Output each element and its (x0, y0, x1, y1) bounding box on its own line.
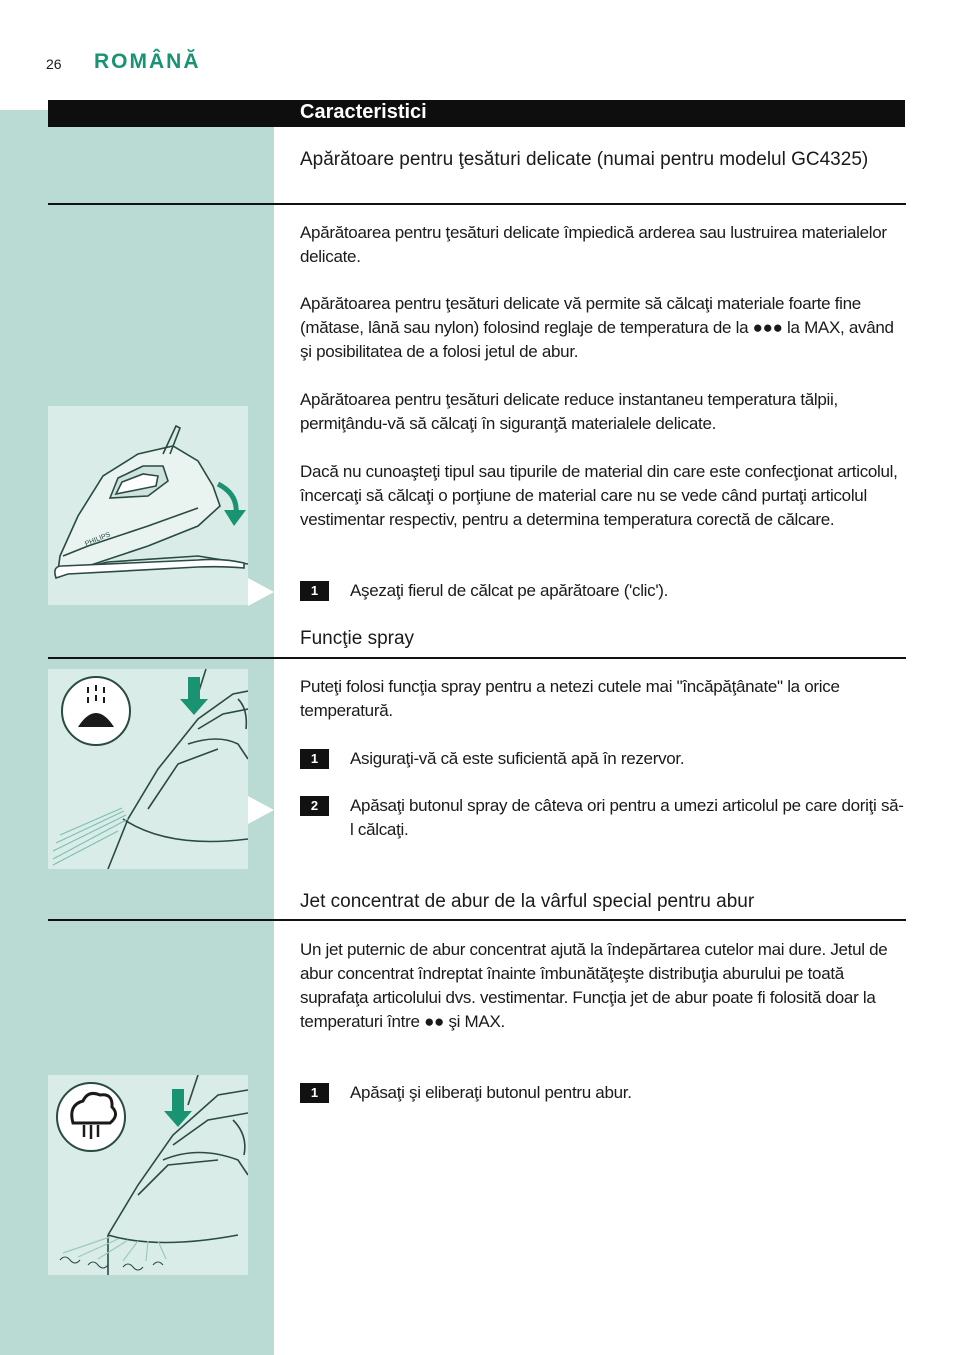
paragraph-text: la MAX, având şi posibilitatea de a folosi jetul de abur. (300, 318, 894, 361)
paragraph-text: Apărătoarea pentru ţesături delicate vă permite să călcaţi materiale foarte fine (mătase, lână sau nylon) folosind reglaje de temperatura de la (300, 294, 861, 337)
step-text: Apăsaţi butonul spray de câteva ori pentru a umezi articolul pe care doriţi să-l călcaţi. (350, 796, 904, 839)
step-number: 2 (300, 796, 329, 816)
steam-jet-illustration (48, 1075, 248, 1275)
divider (48, 657, 906, 659)
paragraph-text: Un jet puternic de abur concentrat ajută la îndepărtarea cutelor mai dure. Jetul de abur concentrat îndreptat înainte îmbunătăţeşte distribuţia aburului pe toată suprafaţa articolului dvs. vestimentar. Funcţia jet de abur poate fi folosită doar la temperaturi între (300, 940, 888, 1031)
delicate-paragraph-4: Dacă nu cunoaşteţi tipul sau tipurile de material din care este confecţionat articolul, încercaţi să călcaţi o porţiune de material care nu se vede când purtaţi articolul vestimentar respectiv, pentru a determina temperatura corectă de călcare. (300, 462, 898, 529)
jet-paragraph-1 (300, 938, 906, 1034)
divider (48, 203, 906, 205)
divider (48, 919, 906, 921)
callout-notch (248, 578, 274, 606)
step-number: 1 (300, 1083, 329, 1103)
paragraph-text: şi MAX. (448, 1012, 505, 1031)
step-number: 1 (300, 581, 329, 601)
language-title: ROMÂNĂ (94, 50, 201, 73)
delicate-paragraph-1: Apărătoarea pentru ţesături delicate împiedică arderea sau lustruirea materialelor delicate. (300, 223, 887, 266)
spray-illustration (48, 669, 248, 869)
iron-icon (48, 406, 248, 605)
step-text: Apăsaţi şi eliberaţi butonul pentru abur. (350, 1083, 632, 1102)
iron-brand-label: PHILIPS (84, 531, 112, 548)
delicate-paragraph-3: Apărătoarea pentru ţesături delicate reduce instantaneu temperatura tălpii, permiţându-vă să călcaţi în siguranţă materialele delicate. (300, 390, 838, 433)
section-bar (48, 100, 905, 127)
temperature-dots: ●● (424, 1012, 444, 1031)
temperature-dots: ●●● (752, 318, 783, 337)
delicate-heading: Apărătoare pentru ţesături delicate (numai pentru modelul GC4325) (300, 149, 869, 170)
spray-paragraph-1: Puteţi folosi funcţia spray pentru a netezi cutele mai "încăpăţânate" la orice temperatură. (300, 677, 840, 720)
section-title: Caracteristici (300, 101, 427, 123)
iron-on-protector-illustration (48, 406, 248, 605)
step-text: Asiguraţi-vă că este suficientă apă în rezervor. (350, 749, 685, 768)
jet-heading: Jet concentrat de abur de la vârful special pentru abur (300, 891, 755, 912)
step-number: 1 (300, 749, 329, 769)
steam-icon (48, 1075, 248, 1275)
spray-icon (48, 669, 248, 869)
delicate-paragraph-2 (300, 292, 906, 364)
callout-notch (248, 796, 274, 824)
spray-heading: Funcţie spray (300, 628, 415, 649)
page-number: 26 (46, 56, 62, 72)
step-text: Aşezaţi fierul de călcat pe apărătoare ('clic'). (350, 581, 669, 600)
